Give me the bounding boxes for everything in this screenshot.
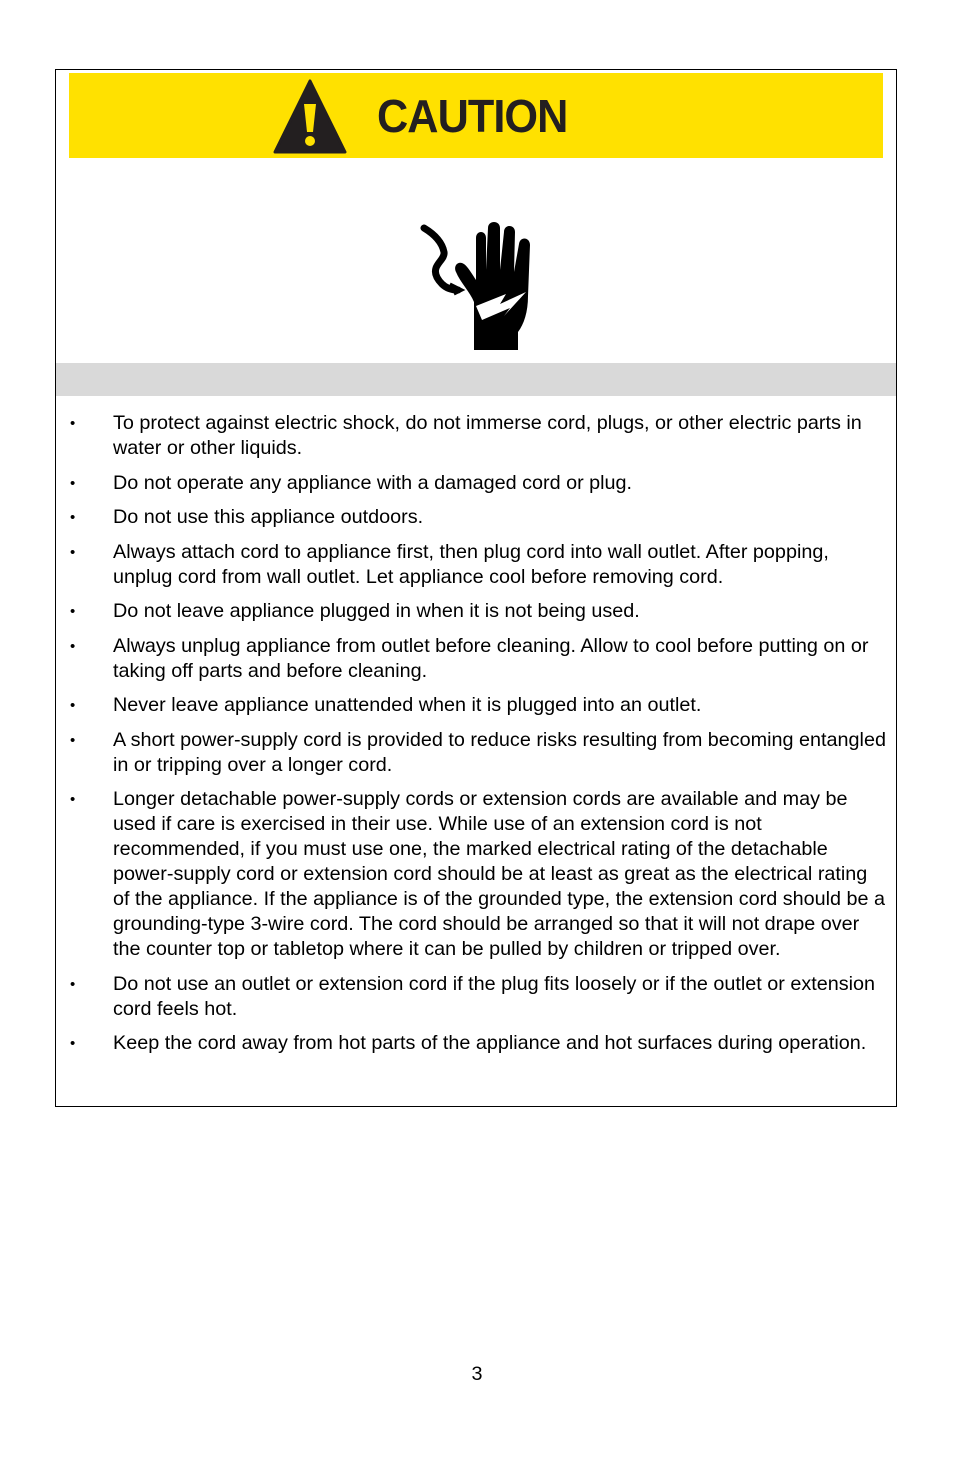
- caution-title: CAUTION: [377, 90, 568, 142]
- gray-band: [56, 363, 896, 396]
- bullet-icon: •: [70, 791, 76, 808]
- warning-triangle-icon: [273, 78, 347, 154]
- list-item: [56, 505, 896, 530]
- electric-shock-hand-icon: [420, 220, 536, 350]
- bullet-icon: •: [70, 731, 76, 749]
- bullet-icon: •: [70, 603, 76, 620]
- instruction-text: Never leave appliance unattended when it is plugged into an outlet.: [113, 694, 702, 716]
- instruction-text: Always attach cord to appliance first, then plug cord into wall outlet. After popping, unplug cord from wall outlet. Let appliance cool before removing cord.: [113, 540, 829, 588]
- instruction-text: A short power-supply cord is provided to reduce risks resulting from becoming entangled in or tripping over a longer cord.: [113, 728, 886, 776]
- bullet-icon: •: [70, 637, 76, 655]
- list-item: [56, 1031, 896, 1056]
- bullet-icon: •: [70, 543, 76, 561]
- list-item: [56, 634, 896, 684]
- instruction-text: To protect against electric shock, do not immerse cord, plugs, or other electric parts in water or other liquids.: [113, 412, 862, 459]
- bullet-icon: •: [70, 697, 76, 714]
- instruction-text: Do not use an outlet or extension cord if the plug fits loosely or if the outlet or extension cord feels hot.: [113, 972, 876, 1020]
- bullet-icon: •: [70, 415, 76, 432]
- caution-banner: [69, 73, 883, 158]
- instruction-text: Do not leave appliance plugged in when it is not being used.: [113, 600, 640, 622]
- list-item: [56, 728, 896, 778]
- instruction-text: Do not operate any appliance with a damaged cord or plug.: [113, 471, 633, 494]
- instruction-text: Do not use this appliance outdoors.: [113, 506, 424, 528]
- instruction-text: Keep the cord away from hot parts of the appliance and hot surfaces during operation.: [113, 1032, 867, 1054]
- list-item: [56, 972, 896, 1022]
- list-item: [56, 599, 896, 624]
- list-item: [56, 693, 896, 718]
- list-item: [56, 471, 896, 496]
- instruction-text: Always unplug appliance from outlet before cleaning. Allow to cool before putting on or taking off parts and before cleaning.: [113, 634, 869, 682]
- bullet-icon: •: [70, 509, 76, 526]
- list-item: [56, 411, 896, 461]
- bullet-icon: •: [70, 1035, 76, 1052]
- instruction-text: Longer detachable power-supply cords or extension cords are available and may be used if care is exercised in their use. While use of an extension cord is not recommended, if you must use one, the marked electrical rating of the detachable power-supply cord or extension cord should be at least as great as the electrical rating of the appliance. If the appliance is of the grounded type, the extension cord should be a grounding-type 3-wire cord. The cord should be arranged so that it will not drape over the counter top or tabletop where it can be pulled by children or tripped over.: [113, 788, 886, 960]
- page-number: 3: [471, 1363, 483, 1385]
- safety-instructions-list: [56, 411, 896, 1066]
- bullet-icon: •: [70, 975, 76, 993]
- caution-box: [55, 69, 897, 1107]
- list-item: [56, 787, 896, 962]
- bullet-icon: •: [70, 474, 76, 492]
- list-item: [56, 540, 896, 590]
